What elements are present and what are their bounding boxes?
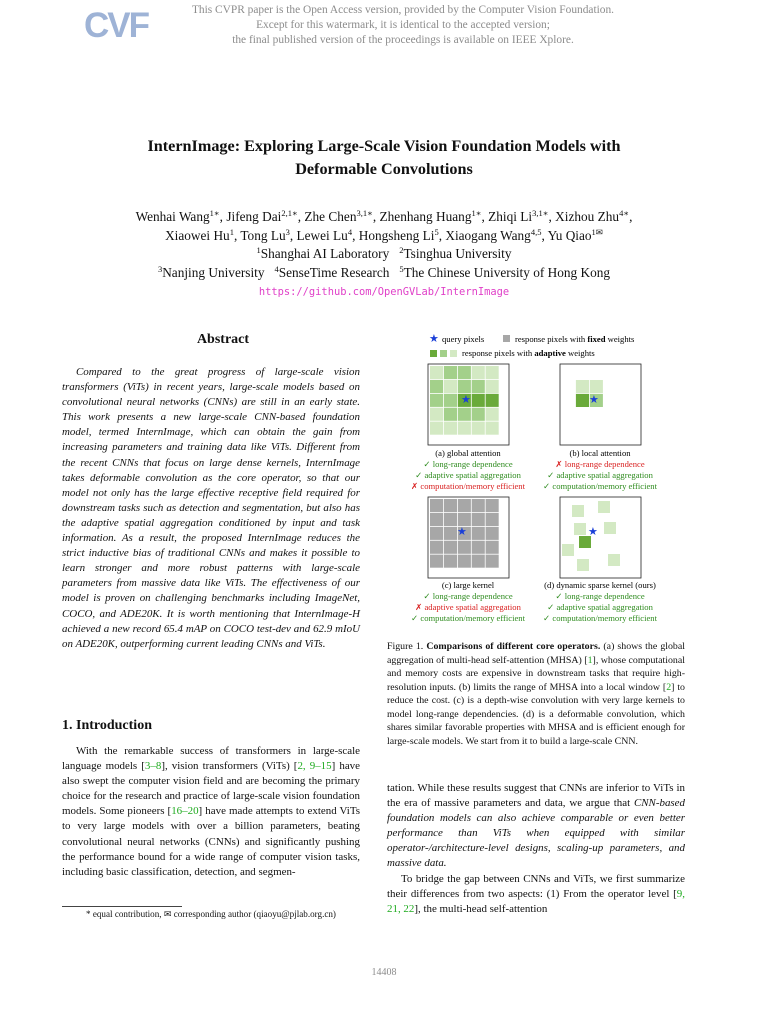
panel-c-cell: [458, 513, 471, 526]
legend-adaptive: response pixels with adaptive weights: [462, 348, 595, 358]
notice-line: Except for this watermark, it is identical to the accepted version;: [256, 19, 550, 31]
cvf-logo-text: CVF: [84, 6, 148, 45]
paper-title: [60, 135, 708, 180]
panel-property: ✗ adaptive spatial aggregation: [415, 602, 521, 612]
panel-a-cell: [430, 394, 443, 407]
panel-caption: (a) global attention: [435, 448, 501, 458]
panel-d-cell: [577, 559, 589, 571]
panel-c-cell: [472, 555, 485, 568]
panel-caption: (d) dynamic sparse kernel (ours): [544, 580, 656, 590]
panel-b-cell: [576, 394, 589, 407]
citation-link[interactable]: 1: [587, 654, 593, 666]
panel-a-cell: [444, 366, 457, 379]
panel-c-cell: [444, 513, 457, 526]
page-number: 14408: [371, 967, 397, 978]
panel-property: ✓ computation/memory efficient: [543, 613, 657, 623]
panel-a-cell: [486, 366, 499, 379]
panel-property: ✓ computation/memory efficient: [411, 613, 525, 623]
citation-link[interactable]: 16–20: [171, 805, 199, 818]
panel-c-cell: [430, 555, 443, 568]
panel-a-cell: [430, 422, 443, 435]
panel-property: ✓ computation/memory efficient: [543, 481, 657, 491]
panel-d-cell: [608, 554, 620, 566]
panel-property: ✓ adaptive spatial aggregation: [547, 470, 653, 480]
panel-a-cell: [444, 380, 457, 393]
panel-a-cell: [472, 394, 485, 407]
github-link[interactable]: https://github.com/OpenGVLab/InternImage: [258, 286, 510, 299]
panel-c-cell: [444, 555, 457, 568]
panel-property: ✓ long-range dependence: [423, 459, 513, 469]
panel-a-cell: [444, 394, 457, 407]
panel-property: ✓ adaptive spatial aggregation: [547, 602, 653, 612]
notice-line: This CVPR paper is the Open Access version, provided by the Computer Vision Foundation.: [191, 4, 615, 16]
panel-d-cell: [574, 523, 586, 535]
author-line: Wenhai Wang$^{1∗}$, Jifeng Dai$^{2,1∗}$, Zhe Chen$^{3,1∗}$, Zhenhang Huang$^{1∗}$, Zhiqi $Li^{3,1∗}$, Xizhou Zhu$^{4∗}$,: [135, 208, 633, 224]
author-line: Xiaowei Hu$^1$, Tong Lu$^3$, Lewei Lu$^4$, Hongsheng Li$^5$, Xiaogang Wang$^{4,5}$, Yu Qiao$^{1✉}$: [165, 226, 603, 243]
star-icon: ★: [588, 526, 598, 538]
panel-d-cell: [562, 544, 574, 556]
legend-adaptive-swatch-dark: [430, 350, 437, 357]
panel-a-cell: [430, 408, 443, 421]
affiliation-line: $^1$Shanghai AI Laboratory $^2$Tsinghua University: [256, 245, 512, 262]
panel-c-cell: [458, 555, 471, 568]
star-icon: ★: [429, 333, 439, 345]
panel-caption: (b) local attention: [569, 448, 631, 458]
right-column-text: [387, 781, 685, 917]
author-block: [60, 208, 708, 302]
panel-a-cell: [430, 366, 443, 379]
panel-a-cell: [430, 380, 443, 393]
panel-a-cell: [458, 408, 471, 421]
star-icon: ★: [457, 526, 467, 538]
panel-property: ✗ long-range dependence: [555, 459, 645, 469]
panel-c-cell: [486, 499, 499, 512]
cvf-logo: [84, 4, 148, 45]
star-icon: ★: [589, 394, 599, 406]
title-line: Deformable Convolutions: [295, 159, 473, 178]
panel-c-cell: [430, 527, 443, 540]
title-line: InternImage: Exploring Large-Scale Vision Foundation Models with: [147, 137, 621, 155]
panel-a-cell: [472, 366, 485, 379]
panel-a-cell: [472, 422, 485, 435]
panel-property: ✓ long-range dependence: [555, 591, 645, 601]
panel-a-cell: [444, 422, 457, 435]
star-icon: ★: [461, 394, 471, 406]
panel-c-cell: [458, 499, 471, 512]
panel-d-cell: [598, 501, 610, 513]
figure-legend: [429, 333, 635, 358]
panel-c-cell: [472, 513, 485, 526]
panel-c-cell: [472, 527, 485, 540]
panel-c-cell: [472, 499, 485, 512]
panel-a-cell: [472, 380, 485, 393]
panel-a-cell: [486, 408, 499, 421]
panel-a-cell: [458, 366, 471, 379]
panel-c-cell: [430, 541, 443, 554]
figure-1: [387, 330, 685, 630]
figure-caption: Figure 1. Comparisons of different core operators. (a) shows the global aggregation of multi-head self-attention (MHSA) [1], whose computational and memory costs are expensive in downstream tasks that require high-resolution inputs. (b) limits the range of MHSA into a local window [2] to reduce the cost. (c) is a depth-wise convolution with very large kernels to model long-range dependencies. (d) is a deformable convolution, which shares similar favorable properties with MHSA and is efficient enough for large-scale models. We start from it to build a large-scale CNN.: [387, 641, 685, 747]
panel-c-cell: [458, 541, 471, 554]
citation-link[interactable]: 9, 21, 22: [387, 887, 685, 915]
paragraph: tation. While these results suggest that CNNs are inferior to ViTs in the era of massive parameters and data, we argue that CNN-based foundation models can also achieve comparable or even better performance than ViTs when equipped with similar operator-/architecture-level designs, scaling-up parameters, and massive data.: [387, 782, 685, 870]
legend-fixed-swatch: [503, 335, 510, 342]
panel-caption: (c) large kernel: [441, 580, 495, 590]
open-access-notice: [170, 3, 636, 48]
abstract-text: Compared to the great progress of large-scale vision transformers (ViTs) in recent years, large-scale models based on convolutional neural networks (CNNs) are still in an early state. This work presents a new large-scale CNN-based foundation model, termed InternImage, which can obtain the gain from increasing parameters and training data like ViTs. Different from the recent CNNs that focus on large dense kernels, InternImage takes deformable convolution as the core operator, so that our model not only has the large effective receptive field required for downstream tasks such as detection and segmentation, but also has the adaptive spatial aggregation conditioned by input and task information. As a result, the proposed InternImage reduces the strict inductive bias of traditional CNNs and makes it possible to learn stronger and more robust patterns with large-scale parameters from massive data like ViTs. The effectiveness of our model is proven on challenging benchmarks including ImageNet, COCO, and ADE20K. It is worth mentioning that InternImage-H achieved a new record 65.4 mAP on COCO test-dev and 62.9 mIoU on ADE20K, outperforming current leading CNNs and ViTs.: [62, 366, 360, 650]
panel-c-cell: [486, 541, 499, 554]
panel-a-cell: [458, 422, 471, 435]
panel-d-cell: [604, 522, 616, 534]
panel-c-cell: [444, 499, 457, 512]
panel-a-cell: [472, 408, 485, 421]
panel-property: ✗ computation/memory efficient: [411, 481, 525, 491]
panel-property: ✓ adaptive spatial aggregation: [415, 470, 521, 480]
legend-fixed: response pixels with fixed weights: [515, 334, 635, 344]
footnote-rule: [62, 906, 182, 907]
panel-b-cell: [576, 380, 589, 393]
notice-line: the final published version of the proceedings is available on IEEE Xplore.: [232, 34, 574, 46]
citation-link[interactable]: 2: [666, 681, 672, 693]
panel-c-cell: [486, 527, 499, 540]
affiliation-line: $^3$Nanjing University $^4$SenseTime Research $^5$The Chinese University of Hong Kong: [157, 263, 611, 280]
panel-c-cell: [444, 527, 457, 540]
panel-c-cell: [472, 541, 485, 554]
panel-c-cell: [430, 513, 443, 526]
panel-b-cell: [590, 380, 603, 393]
panel-a-cell: [486, 422, 499, 435]
intro-heading: 1. Introduction: [62, 718, 152, 733]
panel-d-cell: [572, 505, 584, 517]
legend-adaptive-swatch-light: [450, 350, 457, 357]
panel-a-cell: [458, 380, 471, 393]
legend-query: query pixels: [442, 334, 485, 344]
footnote: * equal contribution, ✉ corresponding author (qiaoyu@pjlab.org.cn): [86, 909, 336, 919]
intro-paragraph: With the remarkable success of transformers in large-scale language models [3–8], vision transformers (ViTs) [2, 9–15] have also swept the computer vision field and are becoming the primary choice for the research and practice of large-scale vision foundation models. Some pioneers [16–20] have made attempts to extend ViTs to very large models with over a billion parameters, beating convolutional neural networks (CNNs) and significantly pushing the performance bound for a wide range of computer vision tasks, including basic classification, detection, and segmen-: [62, 745, 361, 878]
panel-a-cell: [486, 394, 499, 407]
panel-a-cell: [486, 380, 499, 393]
panel-c-cell: [430, 499, 443, 512]
legend-adaptive-swatch-mid: [440, 350, 447, 357]
panel-property: ✓ long-range dependence: [423, 591, 513, 601]
panel-c-cell: [444, 541, 457, 554]
panel-c-cell: [486, 555, 499, 568]
abstract-heading: Abstract: [196, 332, 250, 347]
citation-link[interactable]: 3–8: [144, 760, 162, 773]
paragraph: To bridge the gap between CNNs and ViTs, we first summarize their differences from two aspects: (1) From the operator level [9, 21, 22], the multi-head self-attention: [387, 872, 685, 915]
citation-link[interactable]: 2, 9–15: [297, 760, 332, 773]
panel-a-cell: [444, 408, 457, 421]
panel-c-cell: [486, 513, 499, 526]
